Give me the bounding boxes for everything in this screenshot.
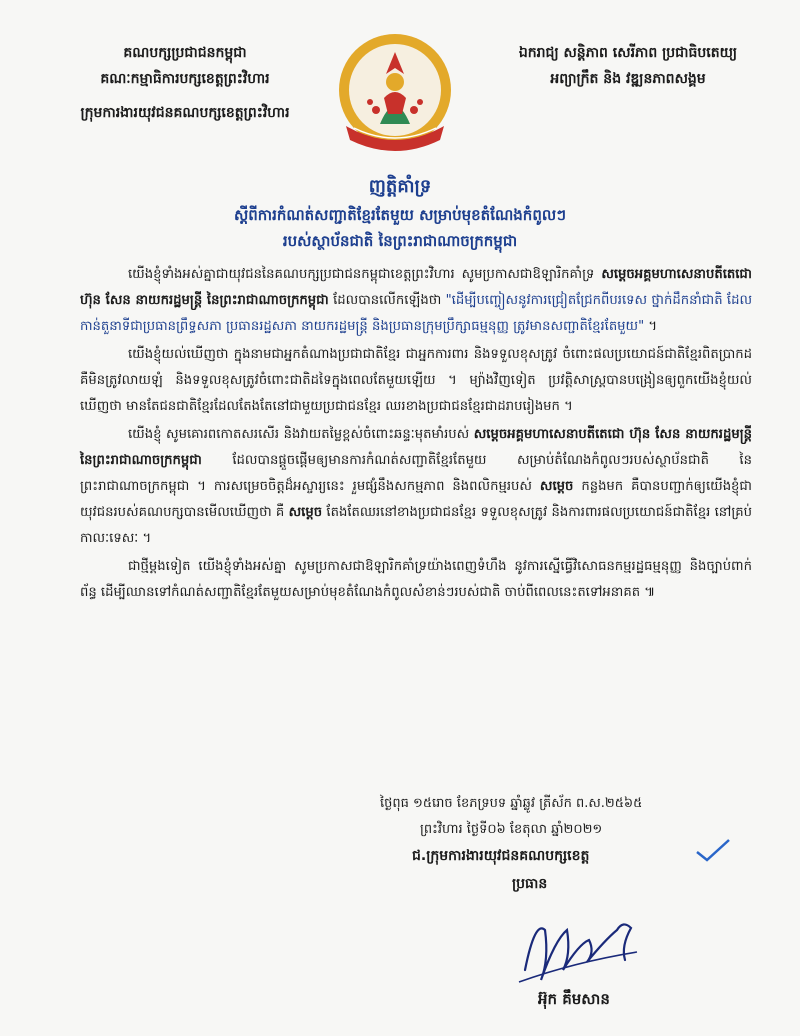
paragraph-3: យើងខ្ញុំ សូមគោរពកោតសរសើរ និងវាយតម្លៃខ្ពស់ចំពោះឆន្ទៈមុតមាំរបស់ សម្តេចអគ្គមហាសេនាបតីតេជោ ហ៊ុន សែន នាយករដ្ឋមន្ត្រី នៃព្រះរាជាណាចក្រកម្ពុជា ដែលបានផ្តួចផ្តើមឲ្យមានការកំណត់សញ្ជាតិខ្មែរតែមួយ សម្រាប់តំណែងកំពូលៗរបស់ស្ថាប័នជាតិ នៃព្រះរាជាណាចក្រកម្ពុជា ។ ការសម្រេចចិត្តដ៏អស្ចារ្យនេះ រួមផ្សំនឹងសកម្មភាព និងពលិកម្មរបស់ សម្តេច កន្លងមក គឺបានបញ្ជាក់ឲ្យយើងខ្ញុំជាយុវជនរបស់គណបក្សបានមើលឃើញថា គឺ សម្តេច តែងតែឈរនៅខាងប្រជាជនខ្មែរ ទទួលខុសត្រូវ និងការពារផលប្រយោជន៍ជាតិខ្មែរ នៅគ្រប់កាលៈទេសៈ ។ [80, 427, 752, 546]
party-committee: គណៈកម្មាធិការបក្សខេត្តព្រះវិហារ [100, 71, 270, 87]
leader-title: សម្តេចអគ្គមហាសេនាបតីតេជោ ហ៊ុន សែន នាយករដ្ឋមន្ត្រី នៃព្រះរាជាណាចក្រកម្ពុជា [80, 267, 752, 308]
paragraph-4: ជាថ្មីម្តងទៀត យើងខ្ញុំទាំងអស់គ្នា សូមប្រកាសជាឱឡារិកគាំទ្រយ៉ាងពេញទំហឹង នូវការស្នើធ្វើវិសោធនកម្មរដ្ឋធម្មនុញ្ញ និងច្បាប់ពាក់ព័ន្ធ ដើម្បីឈានទៅកំណត់សញ្ជាតិខ្មែរតែមួយសម្រាប់មុខតំណែងកំពូលសំខាន់ៗរបស់ជាតិ ចាប់ពីពេលនេះតទៅអនាគត ៕ [80, 559, 752, 600]
title-subject: ស្តីពីការកំណត់សញ្ជាតិខ្មែរតែមួយ សម្រាប់មុខតំណែងកំពូលៗ [233, 206, 567, 224]
signer-organization: ជ.ក្រុមការងារយុវជនគណបក្សខេត្ត [412, 848, 590, 864]
handwritten-signature-icon [505, 900, 645, 990]
header-right [478, 40, 778, 92]
title-main: ញត្តិគាំទ្រ [368, 176, 432, 197]
leader-title-2: សម្តេចអគ្គមហាសេនាបតីតេជោ ហ៊ុន សែន នាយករដ្ឋមន្ត្រី នៃព្រះរាជាណាចក្រកម្ពុជា [80, 427, 752, 468]
checkmark-icon [695, 838, 731, 862]
document-body [80, 262, 752, 608]
paragraph-2: យើងខ្ញុំយល់ឃើញថា ក្នុងនាមជាអ្នកតំណាងប្រជាជាតិខ្មែរ ជាអ្នកការពារ និងទទួលខុសត្រូវ ចំពោះផលប្រយោជន៍ជាតិខ្មែរពិតប្រាកដ គឺមិនត្រូវលាយឡំ និងទទួលខុសត្រូវចំពោះជាតិដទៃក្នុងពេលតែមួយឡើយ ។ ម្យ៉ាងវិញទៀត ប្រវត្តិសាស្ត្របានបង្រៀនឲ្យពួកយើងខ្ញុំយល់ឃើញថា មានតែជនជាតិខ្មែរដែលតែងតែនៅជាមួយប្រជាជនខ្មែរ ឈរខាងប្រជាជនខ្មែរជាដរាបរៀងមក ។ [80, 347, 752, 414]
youth-group: ក្រុមការងារយុវជនគណបក្សខេត្តព្រះវិហារ [80, 105, 290, 121]
cpp-party-emblem-icon [330, 28, 460, 158]
signer-name: អ៊ុក គឹមសាន [538, 990, 610, 1008]
title-subject-2: របស់ស្ថាប័នជាតិ នៃព្រះរាជាណាចក្រកម្ពុជា [282, 232, 518, 250]
header-left [60, 40, 310, 126]
signer-role: ប្រធាន [512, 876, 548, 892]
national-motto: ឯករាជ្យ សន្តិភាព សេរីភាព ប្រជាធិបតេយ្យ [518, 45, 738, 61]
leader-quote: "ដើម្បីបញ្ចៀសនូវការជ្រៀតជ្រែកពីបរទេស ថ្នាក់ដឹកនាំជាតិ ដែលកាន់តួនាទីជាប្រធានព្រឹទ្ធសភា ប្រធានរដ្ឋសភា នាយករដ្ឋមន្ត្រី និងប្រធានក្រុមប្រឹក្សាធម្មនុញ្ញ ត្រូវមានសញ្ជាតិខ្មែរតែមួយ" [80, 293, 752, 334]
paragraph-1: យើងខ្ញុំទាំងអស់គ្នាជាយុវជននៃគណបក្សប្រជាជនកម្ពុជាខេត្តព្រះវិហារ សូមប្រកាសជាឱឡារិកគាំទ្រ សម្តេចអគ្គមហាសេនាបតីតេជោ ហ៊ុន សែន នាយករដ្ឋមន្ត្រី នៃព្រះរាជាណាចក្រកម្ពុជា ដែលបានលើកឡើងថា "ដើម្បីបញ្ចៀសនូវការជ្រៀតជ្រែកពីបរទេស ថ្នាក់ដឹកនាំជាតិ ដែលកាន់តួនាទីជាប្រធានព្រឹទ្ធសភា ប្រធានរដ្ឋសភា នាយករដ្ឋមន្ត្រី និងប្រធានក្រុមប្រឹក្សាធម្មនុញ្ញ ត្រូវមានសញ្ជាតិខ្មែរតែមួយ" ។ [80, 267, 752, 334]
document-title [60, 172, 740, 254]
party-name: គណបក្សប្រជាជនកម្ពុជា [123, 45, 247, 61]
date-solar: ព្រះវិហារ ថ្ងៃទី០៦ ខែតុលា ឆ្នាំ២០២១ [420, 822, 603, 837]
date-lunar: ថ្ងៃពុធ ១៥រោច ខែភទ្របទ ឆ្នាំឆ្លូវ ត្រីស័ក ព.ស.២៥៦៥ [380, 796, 643, 811]
national-motto-2: អព្យាក្រឹត និង វឌ្ឍនភាពសង្គម [550, 71, 706, 87]
